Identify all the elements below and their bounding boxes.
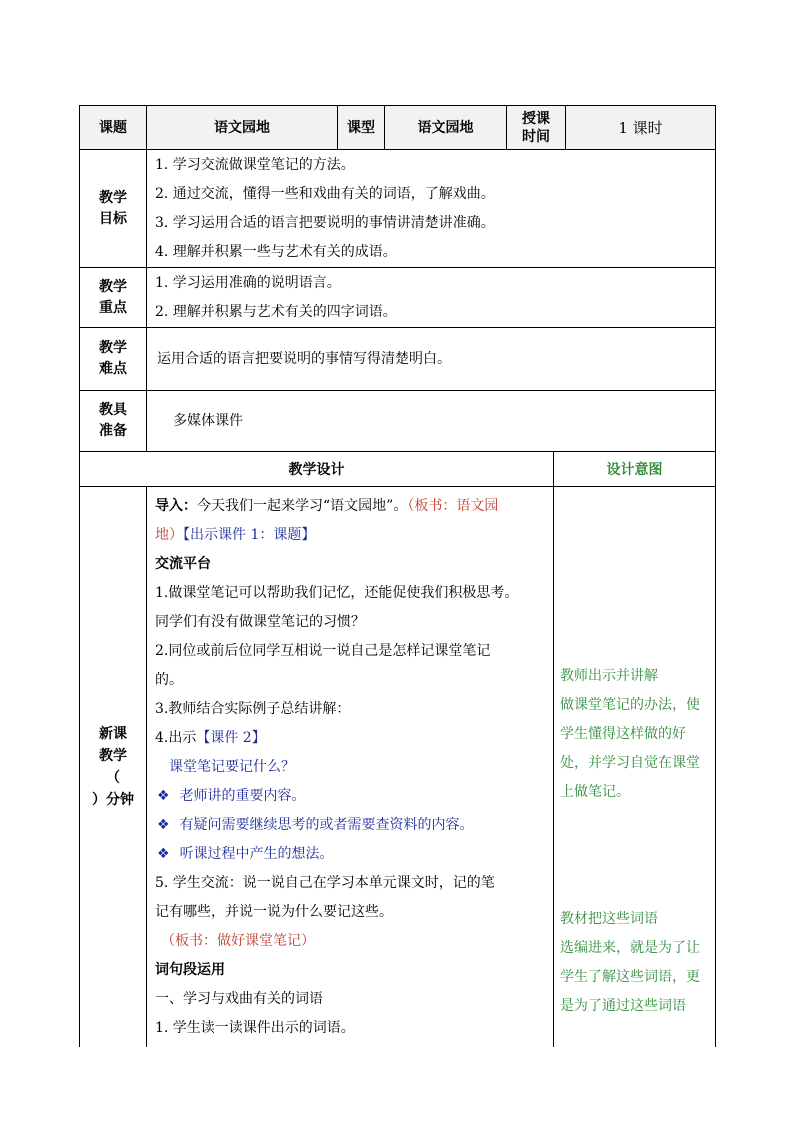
text-line: 的。 — [155, 672, 183, 688]
sub-heading: 一、学习与戏曲有关的词语 — [155, 991, 323, 1007]
intro-line: 导入：今天我们一起来学习“语文园地”。（板书：语文园 — [155, 498, 499, 514]
board-line: （板书：做好课堂笔记） — [161, 933, 315, 949]
keypoint-item: 2. 理解并积累与艺术有关的四字词语。 — [155, 303, 397, 320]
intent-note-2: 教材把这些词语 选编进来，就是为了让 学生了解这些词语，更 是为了通过这些词语 — [560, 911, 700, 1014]
bullet-item: ❖ 有疑问需要继续思考的或者需要查资料的内容。 — [157, 817, 474, 833]
goal-item: 4. 理解并积累一些与艺术有关的成语。 — [155, 243, 397, 260]
text-line: 2.同位或前后位同学互相说一说自己是怎样记课堂笔记 — [155, 643, 491, 659]
goals-content — [147, 150, 716, 268]
text-line: 1.做课堂笔记可以帮助我们记忆，还能促使我们积极思考。 — [155, 585, 519, 601]
goals-label: 教学目标 — [80, 150, 147, 268]
goal-item: 1. 学习交流做课堂笔记的方法。 — [155, 156, 355, 173]
bullet-item: ❖ 听课过程中产生的想法。 — [157, 846, 334, 862]
tools-label: 教具准备 — [80, 391, 147, 452]
newlesson-content — [147, 487, 554, 1047]
diamond-bullet-icon: ❖ — [157, 846, 170, 862]
difficulty-label: 教学难点 — [80, 328, 147, 391]
newlesson-label: 新课 教学 （ ）分钟 — [80, 487, 147, 1047]
keypoint-item: 1. 学习运用准确的说明语言。 — [155, 274, 341, 291]
intro-line-2: 地）【出示课件 1：课题】 — [155, 527, 316, 543]
time-label: 授课时间 — [507, 106, 566, 150]
difficulty-content: 运用合适的语言把要说明的事情写得清楚明白。 — [147, 328, 716, 391]
keypoints-label: 教学重点 — [80, 268, 147, 328]
intent-note-1: 教师出示并讲解 做课堂笔记的办法，使 学生懂得这样做的好 处，并学习自觉在课堂 上做笔记。 — [560, 668, 700, 800]
diamond-bullet-icon: ❖ — [157, 817, 170, 833]
subject-value: 语文园地 — [147, 106, 338, 150]
type-value: 语文园地 — [385, 106, 507, 150]
text-line: 5. 学生交流：说一说自己在学习本单元课文时，记的笔 — [155, 875, 495, 891]
text-line: 4.出示【课件 2】 — [155, 730, 266, 746]
goal-item: 3. 学习运用合适的语言把要说明的事情讲清楚讲准确。 — [155, 214, 495, 231]
intent-content — [554, 487, 716, 1047]
tools-content: 多媒体课件 — [147, 391, 716, 452]
goal-item: 2. 通过交流，懂得一些和戏曲有关的词语，了解戏曲。 — [155, 185, 495, 202]
type-label: 课型 — [338, 106, 385, 150]
design-table — [79, 451, 716, 1047]
time-value: 1 课时 — [566, 106, 716, 150]
diamond-bullet-icon: ❖ — [157, 788, 170, 804]
text-line: 记有哪些，并说一说为什么要记这些。 — [155, 904, 393, 920]
section-heading: 词句段运用 — [155, 962, 225, 978]
intent-title: 设计意图 — [554, 452, 716, 487]
bullet-item: ❖ 老师讲的重要内容。 — [157, 788, 306, 804]
text-line: 1. 学生读一读课件出示的词语。 — [155, 1020, 355, 1036]
platform-heading: 交流平台 — [155, 556, 211, 572]
lesson-info-table — [79, 105, 716, 452]
subject-label: 课题 — [80, 106, 147, 150]
design-title: 教学设计 — [80, 452, 554, 487]
text-line: 同学们有没有做课堂笔记的习惯？ — [155, 614, 365, 630]
keypoints-content — [147, 268, 716, 328]
question-line: 课堂笔记要记什么？ — [169, 759, 295, 775]
text-line: 3.教师结合实际例子总结讲解： — [155, 701, 351, 717]
